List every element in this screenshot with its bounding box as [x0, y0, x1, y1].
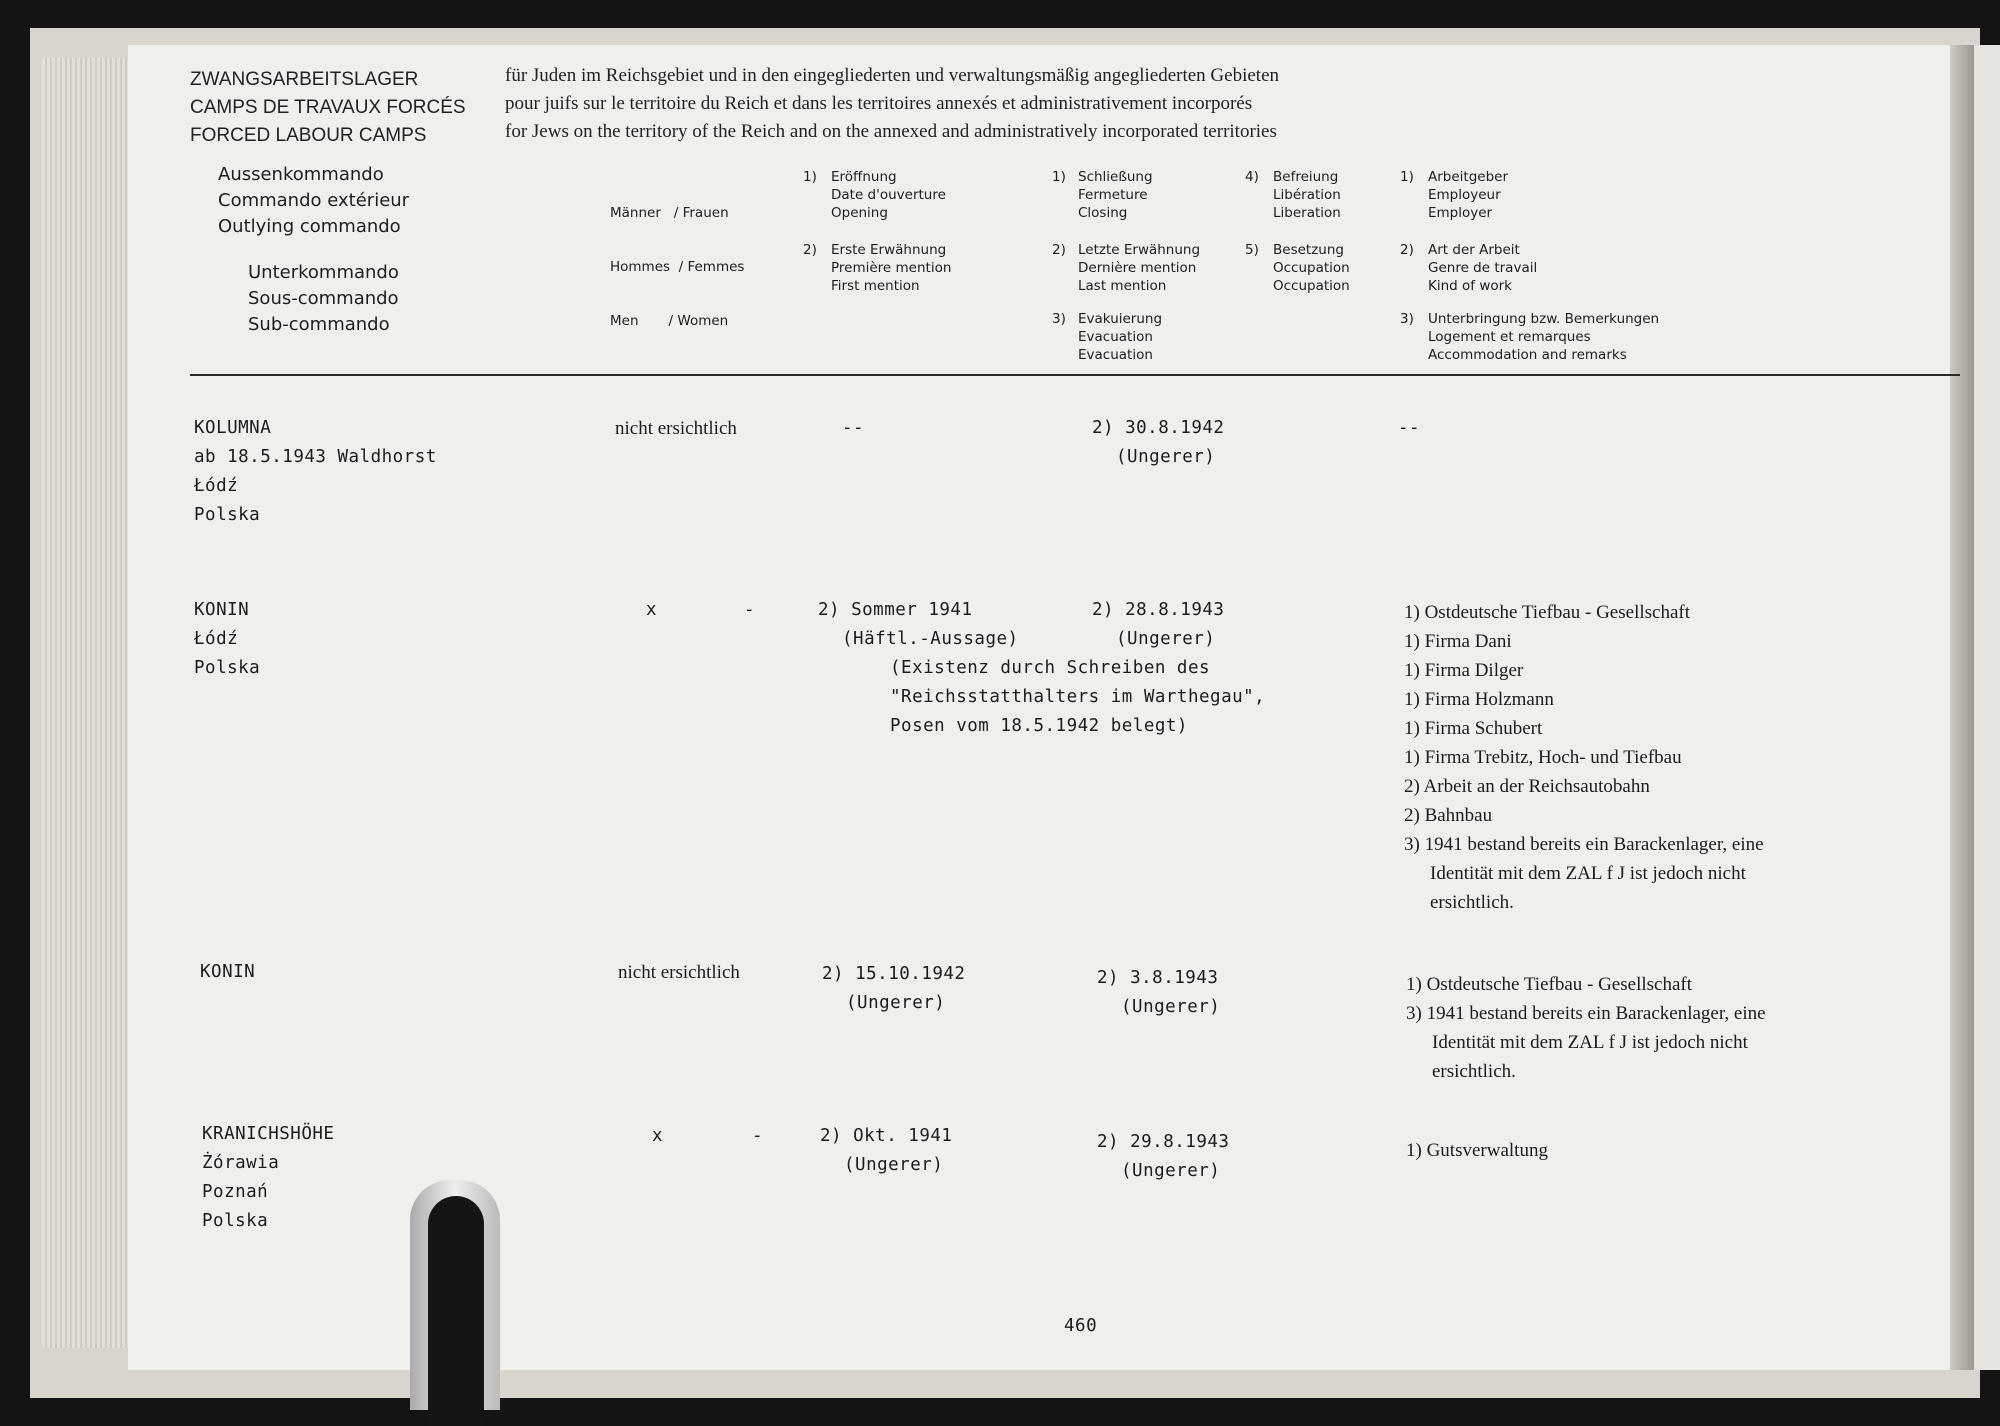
entry-place-district: Poznań — [202, 1182, 269, 1202]
legend-col3b-fr: Occupation — [1273, 260, 1350, 276]
title-fr: CAMPS DE TRAVAUX FORCÉS — [190, 97, 466, 118]
entry-remark-cont: ersichtlich. — [1430, 892, 1514, 913]
page-stack — [42, 58, 132, 1348]
entry-remark: 3) 1941 bestand bereits ein Barackenlager, eine — [1406, 1003, 1766, 1024]
legend-col4a-fr: Employeur — [1428, 187, 1501, 203]
entry-remark-cont: Identität mit dem ZAL f J ist jedoch nicht — [1432, 1032, 1748, 1053]
legend-col2b-de: Letzte Erwähnung — [1078, 242, 1201, 258]
legend-col2c — [1078, 310, 1162, 364]
entry-place-district: Łódź — [194, 629, 239, 649]
entry-konin-2-closing — [1097, 964, 1220, 1022]
legend-col3b-de: Besetzung — [1273, 242, 1344, 258]
legend-col3a — [1273, 168, 1341, 222]
legend-outer-de: Aussenkommando — [218, 164, 384, 185]
legend-col1b-de: Erste Erwähnung — [831, 242, 947, 258]
entry-place-country: Polska — [194, 505, 261, 525]
legend-sub-en: Sub-commando — [248, 314, 390, 335]
legend-col3b-num: 5) — [1245, 242, 1259, 258]
legend-gender — [610, 168, 744, 348]
legend-col2b — [1078, 241, 1200, 295]
entry-remark: 1) Firma Holzmann — [1404, 689, 1554, 710]
entry-kolumna-closing — [1092, 414, 1224, 472]
entry-place-district: Łódź — [194, 476, 239, 496]
entry-remark: 2) Bahnbau — [1404, 805, 1493, 826]
legend-col1b-num: 2) — [803, 242, 817, 258]
entry-kolumna-opening: -- — [842, 418, 865, 438]
entry-opening-date: 2) Sommer 1941 — [818, 600, 973, 620]
legend-col1a-en: Opening — [831, 205, 888, 221]
entry-konin-2-gender: nicht ersichtlich — [618, 962, 740, 983]
subtitle-fr: pour juifs sur le territoire du Reich et dans les territoires annexés et administrativement incorporés — [505, 93, 1253, 114]
legend-col2a-de: Schließung — [1078, 169, 1153, 185]
entry-opening-source: (Häftl.-Aussage) — [842, 629, 1019, 649]
entry-remark-cont: Identität mit dem ZAL f J ist jedoch nicht — [1430, 863, 1746, 884]
legend-outer — [218, 162, 409, 240]
legend-col4c-num: 3) — [1400, 311, 1414, 327]
legend-col2b-fr: Dernière mention — [1078, 260, 1197, 276]
legend-col1a-num: 1) — [803, 169, 817, 185]
entry-remark: 1) Ostdeutsche Tiefbau - Gesellschaft — [1406, 974, 1692, 995]
entry-opening-note-1: (Existenz durch Schreiben des — [890, 658, 1211, 678]
legend-col1b-fr: Première mention — [831, 260, 952, 276]
entry-remark: 3) 1941 bestand bereits ein Barackenlager, eine — [1404, 834, 1764, 855]
legend-col4b-fr: Genre de travail — [1428, 260, 1538, 276]
entry-kolumna-place — [194, 414, 437, 530]
entry-kranichshoehe-opening — [820, 1122, 952, 1180]
legend-col4a — [1428, 168, 1508, 222]
legend-outer-en: Outlying commando — [218, 216, 401, 237]
legend-sub — [248, 260, 399, 338]
title-de: ZWANGSARBEITSLAGER — [190, 69, 419, 90]
bookmark-tab-inner — [428, 1196, 484, 1426]
legend-col2b-num: 2) — [1052, 242, 1066, 258]
entry-konin-2-opening — [822, 960, 965, 1018]
legend-col2a — [1078, 168, 1153, 222]
legend-gender-en: Men / Women — [610, 313, 729, 329]
entry-closing-date: 2) 3.8.1943 — [1097, 968, 1219, 988]
entry-kranichshoehe-closing — [1097, 1128, 1229, 1186]
entry-place-country: Polska — [202, 1211, 269, 1231]
entry-konin-1-women: - — [744, 600, 756, 620]
book-gutter — [1950, 45, 1974, 1370]
legend-col1b-en: First mention — [831, 278, 920, 294]
entry-kranichshoehe-women: - — [752, 1126, 764, 1146]
header-titles — [190, 66, 466, 150]
legend-col3a-de: Befreiung — [1273, 169, 1339, 185]
entry-kolumna-liberation: -- — [1398, 418, 1421, 438]
legend-col4c-fr: Logement et remarques — [1428, 329, 1591, 345]
legend-col1a-fr: Date d'ouverture — [831, 187, 946, 203]
legend-col4a-num: 1) — [1400, 169, 1414, 185]
legend-gender-fr: Hommes / Femmes — [610, 259, 745, 275]
entry-opening-date: 2) 15.10.1942 — [822, 964, 966, 984]
entry-place-name: KOLUMNA — [194, 418, 272, 438]
entry-closing-source: (Ungerer) — [1121, 997, 1221, 1017]
subtitle-en: for Jews on the territory of the Reich and on the annexed and administratively incorporated territories — [505, 121, 1277, 142]
legend-col1a — [831, 168, 946, 222]
entry-konin-1-closing — [1092, 596, 1224, 654]
entry-kranichshoehe-place — [202, 1120, 334, 1236]
legend-col2c-de: Evakuierung — [1078, 311, 1163, 327]
entry-remark: 1) Ostdeutsche Tiefbau - Gesellschaft — [1404, 602, 1690, 623]
entry-konin-2-remarks — [1406, 970, 1766, 1086]
entry-remark: 1) Firma Dani — [1404, 631, 1512, 652]
entry-opening-note-2: "Reichsstatthalters im Warthegau", — [890, 687, 1266, 707]
legend-col3a-en: Liberation — [1273, 205, 1341, 221]
entry-remark: 1) Firma Trebitz, Hoch- und Tiefbau — [1404, 747, 1682, 768]
entry-place-country: Polska — [194, 658, 261, 678]
entry-opening-note-3: Posen vom 18.5.1942 belegt) — [890, 716, 1188, 736]
legend-col2a-fr: Fermeture — [1078, 187, 1148, 203]
entry-closing-date: 2) 28.8.1943 — [1092, 600, 1225, 620]
entry-closing-date: 2) 29.8.1943 — [1097, 1132, 1230, 1152]
entry-konin-1-remarks — [1404, 598, 1764, 917]
entry-place-name: KRANICHSHÖHE — [202, 1124, 335, 1144]
legend-col4a-en: Employer — [1428, 205, 1493, 221]
legend-col2c-fr: Evacuation — [1078, 329, 1153, 345]
entry-closing-source: (Ungerer) — [1116, 629, 1216, 649]
entry-closing-source: (Ungerer) — [1116, 447, 1216, 467]
legend-col4b-de: Art der Arbeit — [1428, 242, 1520, 258]
header-subtitles — [505, 62, 1279, 146]
legend-col4c-en: Accommodation and remarks — [1428, 347, 1627, 363]
legend-col2c-num: 3) — [1052, 311, 1066, 327]
legend-outer-fr: Commando extérieur — [218, 190, 410, 211]
legend-col4b — [1428, 241, 1537, 295]
subtitle-de: für Juden im Reichsgebiet und in den eingegliederten und verwaltungsmäßig angegliederten Gebieten — [505, 65, 1280, 86]
header-rule — [190, 374, 1960, 376]
legend-col2a-en: Closing — [1078, 205, 1128, 221]
page-number: 460 — [1064, 1316, 1098, 1336]
entry-kranichshoehe-remarks: 1) Gutsverwaltung — [1406, 1140, 1548, 1161]
legend-col4b-en: Kind of work — [1428, 278, 1512, 294]
legend-col3a-num: 4) — [1245, 169, 1259, 185]
legend-col1b — [831, 241, 951, 295]
entry-konin-1-place — [194, 596, 260, 683]
entry-closing-source: (Ungerer) — [1121, 1161, 1221, 1181]
legend-gender-de: Männer / Frauen — [610, 205, 729, 221]
entry-opening-source: (Ungerer) — [846, 993, 946, 1013]
entry-remark-cont: ersichtlich. — [1432, 1061, 1516, 1082]
entry-kranichshoehe-men: x — [652, 1126, 664, 1146]
entry-kolumna-gender: nicht ersichtlich — [615, 418, 737, 439]
legend-col2c-en: Evacuation — [1078, 347, 1153, 363]
legend-sub-de: Unterkommando — [248, 262, 399, 283]
entry-place-alt: ab 18.5.1943 Waldhorst — [194, 447, 437, 467]
legend-col2a-num: 1) — [1052, 169, 1066, 185]
entry-konin-2-place: KONIN — [200, 962, 256, 982]
entry-remark: 1) Firma Dilger — [1404, 660, 1524, 681]
legend-col2b-en: Last mention — [1078, 278, 1167, 294]
facing-page — [1974, 45, 2000, 1370]
entry-closing-date: 2) 30.8.1942 — [1092, 418, 1225, 438]
legend-col3b — [1273, 241, 1350, 295]
legend-col3a-fr: Libération — [1273, 187, 1341, 203]
legend-col3b-en: Occupation — [1273, 278, 1350, 294]
title-en: FORCED LABOUR CAMPS — [190, 125, 427, 146]
entry-remark: 1) Firma Schubert — [1404, 718, 1543, 739]
entry-remark: 2) Arbeit an der Reichsautobahn — [1404, 776, 1650, 797]
legend-sub-fr: Sous-commando — [248, 288, 399, 309]
legend-col1a-de: Eröffnung — [831, 169, 897, 185]
entry-opening-source: (Ungerer) — [844, 1155, 944, 1175]
legend-col4b-num: 2) — [1400, 242, 1414, 258]
entry-place-name: KONIN — [194, 600, 250, 620]
entry-opening-date: 2) Okt. 1941 — [820, 1126, 953, 1146]
legend-col4c — [1428, 310, 1659, 364]
legend-col4a-de: Arbeitgeber — [1428, 169, 1509, 185]
entry-place-alt: Żórawia — [202, 1153, 280, 1173]
legend-col4c-de: Unterbringung bzw. Bemerkungen — [1428, 311, 1660, 327]
entry-konin-1-men: x — [646, 600, 658, 620]
